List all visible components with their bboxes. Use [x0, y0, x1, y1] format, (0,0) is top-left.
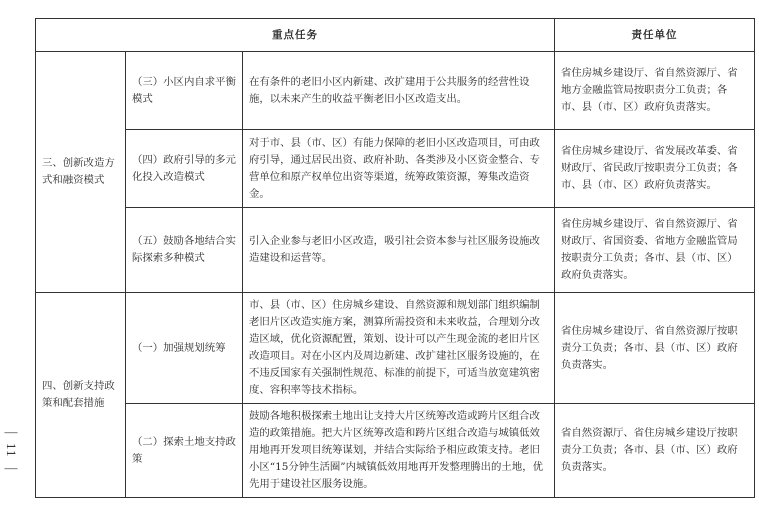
description-cell: 在有条件的老旧小区内新建、改扩建用于公共服务的经营性设施，以未来产生的收益平衡老旧小区改造支出。: [243, 52, 555, 130]
table-header-row: [36, 19, 755, 52]
responsible-unit-cell: 省自然资源厅、省住房城乡建设厅按职责分工负责；各市、县（市、区）政府负责落实。: [555, 404, 755, 498]
table-row: [36, 404, 755, 498]
table-row: [36, 208, 755, 293]
subtask-cell: （三）小区内自求平衡模式: [126, 52, 243, 130]
subtask-cell: （四）政府引导的多元化投入改造模式: [126, 130, 243, 208]
page-number-dash-top: —: [4, 424, 18, 439]
description-cell: 鼓励各地积极探索土地出让支持大片区统筹改造或跨片区组合改造的政策措施。把大片区统筹改造和跨片区组合改造与城镇低效用地再开发项目统筹谋划，并结合实际给予相应政策支持。老旧小区“15分钟生活圈”内城镇低效用地再开发整理腾出的土地，优先用于建设社区服务设施。: [243, 404, 555, 498]
subtask-cell: （二）探索土地支持政策: [126, 404, 243, 498]
header-task: 重点任务: [36, 19, 555, 52]
table-row: [36, 293, 755, 404]
category-cell: 三、创新改造方式和融资模式: [36, 52, 126, 293]
responsible-unit-cell: 省住房城乡建设厅、省自然资源厅、省财政厅、省国资委、省地方金融监管局按职责分工负责；各市、县（市、区）政府负责落实。: [555, 208, 755, 293]
responsible-unit-cell: 省住房城乡建设厅、省自然资源厅、省地方金融监管局按职责分工负责；各市、县（市、区）政府负责落实。: [555, 52, 755, 130]
page-number-dash-bottom: —: [4, 460, 18, 475]
responsible-unit-cell: 省住房城乡建设厅、省自然资源厅按职责分工负责；各市、县（市、区）政府负责落实。: [555, 293, 755, 404]
task-table: [35, 18, 755, 498]
description-cell: 引入企业参与老旧小区改造，吸引社会资本参与社区服务设施改造建设和运营等。: [243, 208, 555, 293]
subtask-cell: （一）加强规划统筹: [126, 293, 243, 404]
header-unit: 责任单位: [555, 19, 755, 52]
subtask-cell: （五）鼓励各地结合实际探索多种模式: [126, 208, 243, 293]
category-cell: 四、创新支持政策和配套措施: [36, 293, 126, 498]
table-row: [36, 52, 755, 130]
responsible-unit-cell: 省住房城乡建设厅、省发展改革委、省财政厅、省民政厅按职责分工负责；各市、县（市、区）政府负责落实。: [555, 130, 755, 208]
page-number-value: 11: [4, 443, 19, 458]
table-row: [36, 130, 755, 208]
description-cell: 市、县（市、区）住房城乡建设、自然资源和规划部门组织编制老旧片区改造实施方案，测算所需投资和未来收益，合理划分改造区域，优化资源配置，策划、设计可以产生现金流的老旧片区改造项目。对在小区内及周边新建、改扩建社区服务设施的，在不违反国家有关强制性规范、标准的前提下，可适当放宽建筑密度、容积率等技术指标。: [243, 293, 555, 404]
description-cell: 对于市、县（市、区）有能力保障的老旧小区改造项目，可由政府引导，通过居民出资、政府补助、各类涉及小区资金整合、专营单位和原产权单位出资等渠道，统筹政策资源，筹集改造资金。: [243, 130, 555, 208]
page-number: [4, 425, 18, 475]
